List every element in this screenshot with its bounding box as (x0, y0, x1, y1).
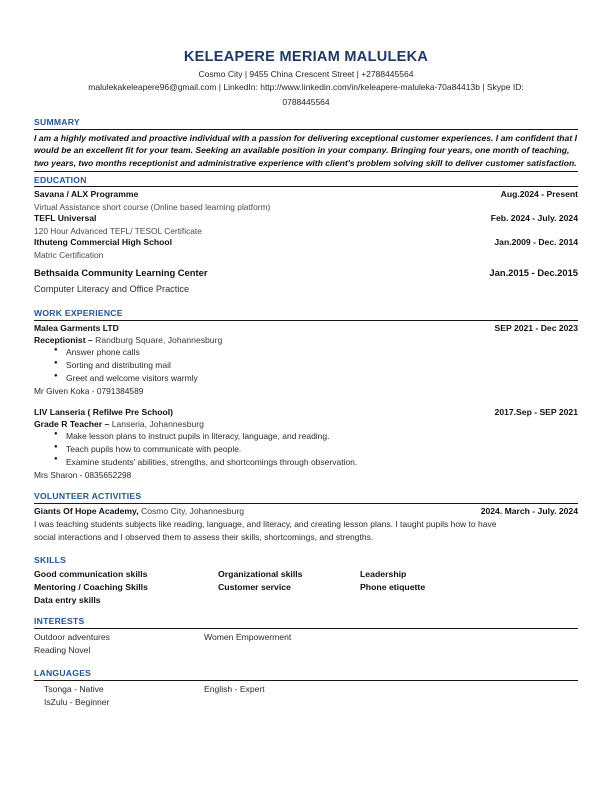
skill-item: Phone etiquette (360, 581, 426, 592)
section-interests (34, 616, 578, 657)
section-summary (34, 117, 578, 171)
divider (34, 628, 578, 629)
education-detail: 120 Hour Advanced TEFL/ TESOL Certificate (34, 225, 202, 236)
education-institution: TEFL Universal (34, 213, 97, 224)
education-entry (34, 213, 578, 237)
work-company: LIV Lanseria ( Refilwe Pre School) (34, 406, 173, 417)
work-date: 2017.Sep - SEP 2021 (494, 406, 578, 417)
divider (34, 171, 578, 172)
list-item: ● Teach pupils how to communicate with people. (66, 443, 578, 456)
list-item: ● Sorting and distributing mail (66, 359, 578, 372)
list-item: ● Examine students' abilities, strengths, and shortcomings through observation. (66, 456, 578, 469)
education-date: Feb. 2024 - July. 2024 (490, 213, 578, 224)
languages-grid (34, 683, 578, 709)
volunteer-date: 2024. March - July. 2024 (480, 506, 578, 517)
contact-line-address: Cosmo City | 9455 China Crescent Street | +2788445564 (198, 69, 414, 80)
section-title-education: EDUCATION (34, 174, 87, 185)
volunteer-description-line: social interactions and I observed them to assess their skills, shortcomings, and strengths. (34, 531, 374, 542)
list-item: ● Answer phone calls (66, 346, 578, 359)
volunteer-organization (34, 506, 244, 518)
work-role (34, 334, 578, 346)
education-date: Jan.2009 - Dec. 2014 (494, 237, 578, 248)
work-role-title: Receptionist – (34, 335, 96, 346)
skill-item: Mentoring / Coaching Skills (34, 581, 148, 592)
spacer (34, 398, 578, 407)
language-item: English - Expert (204, 683, 265, 694)
work-entry (34, 323, 578, 398)
section-skills (34, 555, 578, 606)
divider (34, 129, 578, 130)
work-role-location: Randburg Square, Johannesburg (95, 335, 223, 346)
education-entry (34, 189, 578, 213)
education-date: Aug.2024 - Present (500, 189, 578, 200)
contact-line-skype-id: 0788445564 (282, 96, 330, 107)
section-title-work-experience: WORK EXPERIENCE (34, 307, 123, 318)
volunteer-org-name: Giants Of Hope Academy, (34, 506, 139, 517)
contact-line-email-linkedin: malulekakeleapere96@gmail.com | LinkedIn: http://www.linkedin.com/in/keleapere-maluleka-70a84413b | Skype ID: (88, 81, 524, 92)
section-education (34, 175, 578, 297)
work-reference: Mrs Sharon - 0835652298 (34, 469, 132, 480)
divider (34, 186, 578, 187)
section-work-experience (34, 308, 578, 482)
interest-item: Outdoor adventures (34, 632, 110, 643)
education-institution: Bethsaida Community Learning Center (34, 266, 208, 278)
summary-paragraph: I am a highly motivated and proactive individual with a passion for delivering exceptional customer experiences. I am confident that I would be an excellent fit for your team. Seeking an available position in your company. Bringing four years, one month of teaching, two years, two months receptionist and administrative experience with client's problem solving skill to deliver customer satisfaction. (34, 133, 577, 168)
divider (34, 320, 578, 321)
education-date: Jan.2015 - Dec.2015 (489, 266, 578, 278)
education-detail: Matric Certification (34, 249, 104, 260)
volunteer-entry-header (34, 506, 578, 518)
education-detail: Computer Literacy and Office Practice (34, 284, 190, 295)
section-volunteer-activities (34, 491, 578, 543)
work-bullet-list (34, 346, 578, 385)
volunteer-location: Cosmo City, Johannesburg (138, 506, 244, 517)
interests-grid (34, 631, 578, 657)
work-role (34, 418, 578, 430)
education-entry (34, 237, 578, 261)
section-title-summary: SUMMARY (34, 117, 80, 128)
interest-item: Women Empowerment (204, 632, 292, 643)
work-role-title: Grade R Teacher – (34, 419, 112, 430)
work-reference: Mr Given Koka - 0791384589 (34, 385, 144, 396)
work-bullet-list (34, 430, 578, 469)
section-title-skills: SKILLS (34, 555, 67, 566)
language-item: Tsonga - Native (44, 683, 104, 694)
section-title-volunteer-activities: VOLUNTEER ACTIVITIES (34, 491, 142, 502)
interest-item: Reading Novel (34, 645, 91, 656)
list-item: ● Make lesson plans to instruct pupils in literacy, language, and reading. (66, 430, 578, 443)
candidate-name: KELEAPERE MERIAM MALULEKA (183, 49, 429, 65)
skill-item: Data entry skills (34, 594, 101, 605)
education-entry (34, 267, 578, 297)
education-institution: Savana / ALX Programme (34, 189, 139, 200)
divider (34, 680, 578, 681)
work-role-location: Lanseria, Johannesburg (111, 419, 204, 430)
skill-item: Customer service (218, 581, 291, 592)
language-item: IsZulu - Beginner (44, 697, 110, 708)
section-title-interests: INTERESTS (34, 616, 85, 627)
list-item: ● Greet and welcome visitors warmly (66, 372, 578, 385)
skill-item: Leadership (360, 569, 407, 580)
divider (34, 503, 578, 504)
work-date: SEP 2021 - Dec 2023 (494, 322, 578, 333)
resume-header (34, 0, 578, 108)
volunteer-description-line: I was teaching students subjects like reading, language, and literacy, and creating lesson plans. I taught pupils how to have (34, 518, 497, 529)
skill-item: Good communication skills (34, 569, 148, 580)
skills-grid (34, 568, 578, 606)
education-detail: Virtual Assistance short course (Online based learning platform) (34, 202, 271, 213)
section-title-languages: LANGUAGES (34, 668, 92, 679)
skill-item: Organizational skills (218, 569, 303, 580)
work-company: Malea Garments LTD (34, 322, 119, 333)
work-entry (34, 407, 578, 482)
section-languages (34, 668, 578, 709)
education-institution: Ithuteng Commercial High School (34, 237, 172, 248)
